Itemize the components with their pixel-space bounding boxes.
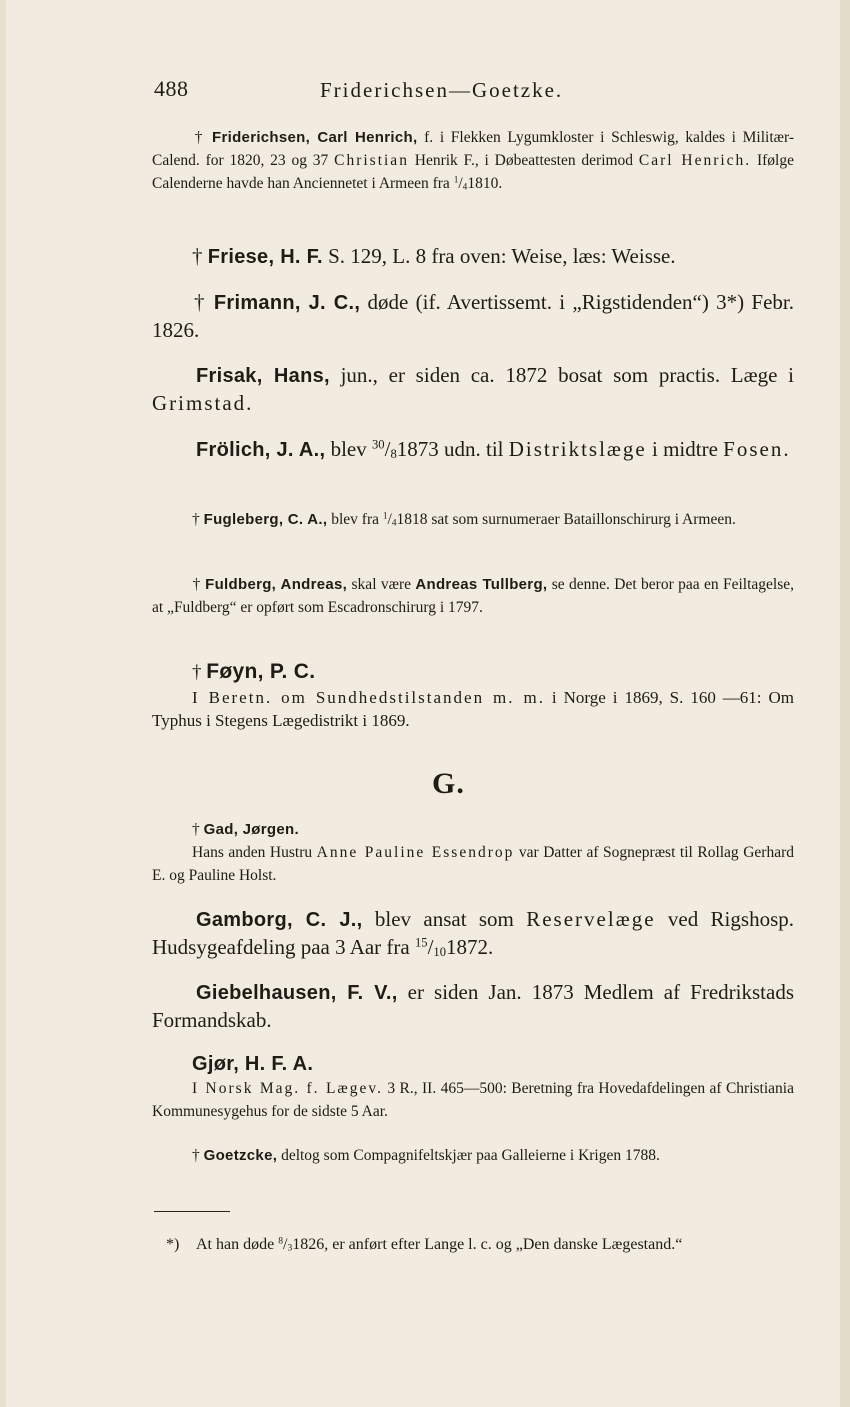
entry-name: Fuldberg, Andreas,: [205, 576, 348, 593]
entry-foyn: [152, 659, 794, 732]
entry-name: Goetzcke,: [203, 1147, 278, 1164]
entry-text: Hans anden Hustru: [192, 844, 317, 861]
dagger-mark: †: [192, 244, 203, 268]
entry-name: Frisak, Hans,: [196, 365, 330, 387]
entry-name: Friderichsen, Carl Henrich,: [212, 129, 418, 146]
dagger-mark: †: [192, 1147, 200, 1164]
entry-friese: [152, 243, 794, 271]
running-title: Friderichsen—Goetzke.: [320, 78, 564, 102]
entry-name: Giebelhausen, F. V.,: [196, 982, 398, 1004]
entry-gjor: [152, 1050, 794, 1123]
dagger-mark: †: [192, 662, 202, 683]
entry-text: ved Rigshosp. Hudsygeafdeling paa 3 Aar fra: [152, 907, 794, 959]
entry-text: deltog som Compagnifeltskjær paa Galleierne i Krigen 1788.: [277, 1147, 660, 1164]
fraction-numerator: 1: [382, 511, 388, 522]
section-letter: G.: [432, 767, 465, 800]
fraction-numerator: 15: [414, 935, 428, 950]
fraction-denominator: 4: [462, 182, 468, 193]
entry-name-alt: Andreas Tullberg,: [415, 576, 548, 593]
entry-name: Frimann, J. C.,: [213, 292, 361, 314]
entry-text: 3 R., II. 465—500: Beretning fra Hovedafdelingen af Christiania Kommunesygehus for de sidste 5 Aar.: [152, 1080, 794, 1120]
fraction-denominator: 3: [287, 1242, 293, 1254]
entry-name: Gad, Jørgen.: [203, 821, 299, 838]
entry-fuldberg: [152, 573, 794, 619]
page-number: 488: [154, 76, 189, 101]
footnote-rule: [154, 1211, 230, 1212]
entry-text: blev: [325, 437, 372, 461]
entry-text: i midtre: [646, 437, 724, 461]
entry-text: 1873 udn. til: [396, 437, 509, 461]
entry-text: var Datter af Sognepræst til Rollag Gerhard E. og Pauline Holst.: [152, 844, 794, 884]
page-left-edge: [0, 0, 6, 1407]
entry-text: skal være: [347, 576, 416, 593]
entry-name: Friese, H. F.: [207, 246, 323, 268]
spaced-name: Reservelæge: [526, 907, 656, 931]
entry-text: f. i Flekken Lygumkloster i Schleswig, kaldes i Militær-Calend. for 1820, 23 og 37: [152, 129, 795, 169]
fraction-denominator: 8: [390, 446, 397, 461]
entry-text: S. 129, L. 8 fra oven: Weise, læs: Weisse.: [322, 244, 676, 268]
entry-fugleberg: † Fugleberg, C. A., blev fra $^1/_41818$ sat som surnumeraer Bataillonschirurg i Armeen.: [192, 511, 736, 529]
entry-text: jun., er siden ca. 1872 bosat som practis. Læge i: [329, 363, 794, 387]
entry-goetzcke: [152, 1144, 794, 1167]
entry-name: Frölich, J. A.,: [196, 439, 326, 461]
entry-text: i Norge i 1869, S. 160 —61: Om Typhus i Stegens Lægedistrikt i 1869.: [152, 688, 794, 730]
entry-text: 1872.: [446, 935, 494, 959]
entry-name: Gjør, H. F. A.: [192, 1053, 314, 1075]
dagger-mark: †: [192, 511, 200, 528]
entry-frisak: [152, 362, 794, 417]
dagger-mark: †: [192, 290, 207, 314]
entry-text: er siden Jan. 1873 Medlem af Fredrikstads Formandskab.: [152, 980, 794, 1032]
footnote-text: 1826, er anført efter Lange l. c. og „Den danske Lægestand.“: [292, 1236, 683, 1253]
footnote-marker: *): [166, 1236, 180, 1253]
page-right-edge: [840, 0, 850, 1407]
dagger-mark: †: [192, 129, 206, 146]
entry-text: se denne. Det beror paa en Feiltagelse, at „Fuldberg“ er opført som Escadronschirurg i 1797.: [152, 576, 795, 616]
fraction-numerator: 1: [453, 175, 459, 186]
entry-name: Fugleberg, C. A.,: [203, 511, 328, 528]
entry-name: Føyn, P. C.: [206, 660, 316, 683]
entry-text: 1818 sat som surnumeraer Bataillonschirurg i Armeen.: [396, 511, 736, 528]
entry-text: døde (if. Avertissemt. i „Rigstidenden“) 3*) Febr. 1826.: [152, 290, 795, 342]
entry-frimann: [152, 289, 794, 344]
entry-friderichsen: † Friderichsen, Carl Henrich, f. i Flekken Lygumkloster i Schleswig, kaldes i Militær-Calend. for 1820, 23 og 37 Christian Henrik F., i Døbeattesten derimod Carl Henrich. Ifølge Calenderne havde han Anciennetet i Armeen fra $^1/_41810$.: [152, 129, 795, 193]
entry-text: Ifølge Calenderne havde han Anciennetet i Armeen fra: [152, 152, 794, 192]
spaced-name: Carl Henrich.: [638, 152, 752, 169]
dagger-mark: †: [192, 576, 201, 593]
fraction-numerator: 30: [372, 437, 385, 452]
spaced-text: I Norsk Mag. f. Lægev.: [192, 1080, 383, 1097]
dagger-mark: †: [192, 821, 200, 838]
entry-gad: [152, 818, 794, 887]
fraction-denominator: 10: [433, 944, 447, 959]
fraction-denominator: 4: [391, 518, 397, 529]
entry-text: blev fra: [327, 511, 383, 528]
footnote: *) At han døde $^8/_31826$, er anført efter Lange l. c. og „Den danske Lægestand.“: [166, 1233, 794, 1257]
entry-name: Gamborg, C. J.,: [196, 909, 363, 931]
entry-frolich: Frölich, J. A., blev $^{30}/_81873$ udn. til Distriktslæge i midtre Fosen.: [196, 437, 791, 461]
fraction-numerator: 8: [278, 1235, 283, 1247]
entry-text: Henrik F., i Døbeattesten derimod: [408, 152, 639, 169]
spaced-name: Anne Pauline Essendrop: [316, 844, 515, 861]
entry-text: 1810.: [467, 175, 503, 192]
entry-giebelhausen: [152, 979, 794, 1034]
spaced-name: Christian: [334, 152, 409, 169]
footnote-text: At han døde: [196, 1236, 279, 1253]
spaced-name: Fosen.: [723, 437, 791, 461]
entry-text: blev ansat som: [362, 907, 527, 931]
spaced-text: I Beretn. om Sundhedstilstanden m. m.: [192, 688, 545, 707]
spaced-name: Distriktslæge: [508, 437, 647, 461]
entry-gamborg: Gamborg, C. J., blev ansat som Reservelæge ved Rigshosp. Hudsygeafdeling paa 3 Aar fra $^{15}/_{10}1872$.: [152, 907, 794, 959]
spaced-name: Grimstad.: [152, 391, 254, 415]
running-header: [154, 76, 794, 110]
